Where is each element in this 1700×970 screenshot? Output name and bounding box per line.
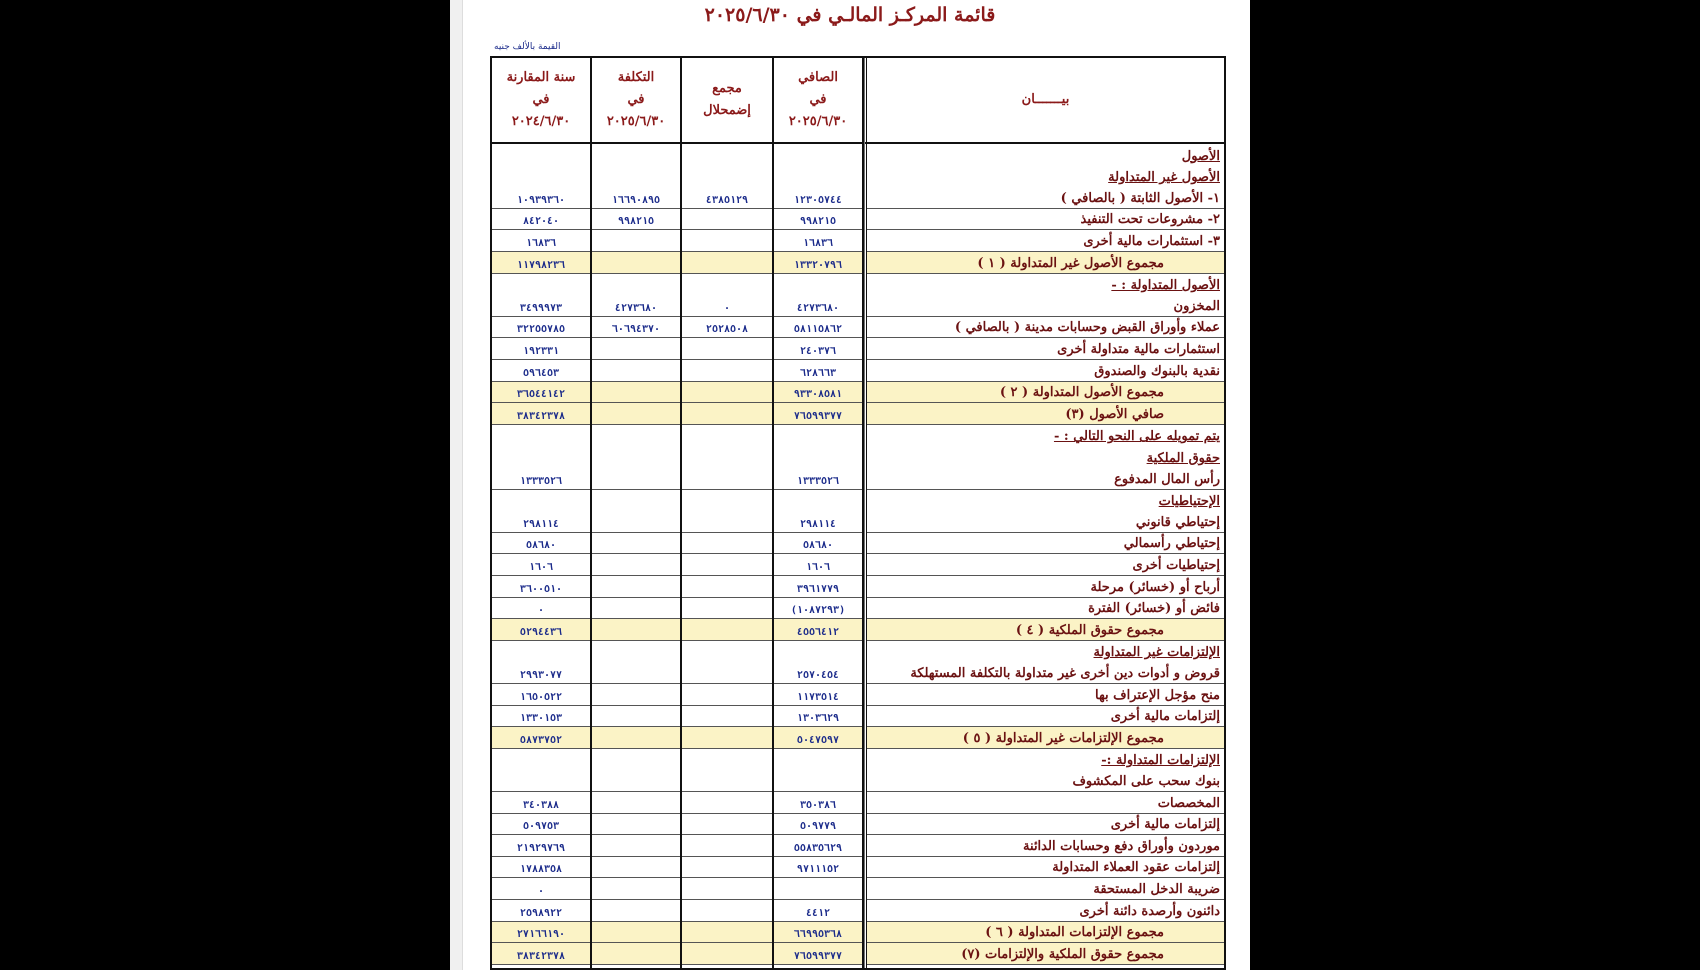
- row-label: قروض و أدوات دين أخرى غير متداولة بالتكلفة المستهلكة: [867, 662, 1224, 684]
- cell-cost: [592, 857, 680, 879]
- cell-cost: [592, 706, 680, 728]
- cell-depr: [682, 403, 772, 425]
- cell-depr: [682, 425, 772, 447]
- cell-depr: [682, 338, 772, 360]
- row-label: ٢- مشروعات تحت التنفيذ: [867, 209, 1224, 231]
- row-label: إحتياطي قانوني: [867, 511, 1224, 533]
- table-row: [492, 770, 1224, 792]
- cell-cost: [592, 144, 680, 166]
- cell-depr: [682, 770, 772, 792]
- cell-cost: [592, 274, 680, 296]
- row-label: المخزون: [867, 295, 1224, 317]
- cell-depr: [682, 468, 772, 490]
- cell-net: ٣٥٠٣٨٦: [774, 792, 862, 814]
- cell-net: ٧٦٥٩٩٣٧٧: [774, 943, 862, 965]
- cell-cost: [592, 662, 680, 684]
- cell-depr: [682, 576, 772, 598]
- cell-comp: ٣٢٢٥٥٧٨٥: [492, 317, 590, 339]
- row-label: الأصول المتداولة : -: [1111, 278, 1220, 294]
- header-cost-line: في: [627, 92, 645, 107]
- cell-comp: ١٣٣٣٥٢٦: [492, 468, 590, 490]
- cell-net: ٦٦٩٩٥٣٦٨: [774, 922, 862, 944]
- cell-comp: [492, 274, 590, 296]
- cell-cost: [592, 727, 680, 749]
- table-row: [492, 835, 1224, 857]
- cell-cost: [592, 252, 680, 274]
- cell-net: ٥٠٤٧٥٩٧: [774, 727, 862, 749]
- cell-depr: [682, 209, 772, 231]
- row-label: إحتياطي رأسمالي: [867, 533, 1224, 555]
- cell-net: [774, 425, 862, 447]
- cell-depr: [682, 598, 772, 620]
- cell-net: ٢٤٠٣٧٦: [774, 338, 862, 360]
- cell-net: ١٦٨٣٦: [774, 230, 862, 252]
- cell-cost: [592, 576, 680, 598]
- row-label: مجموع الإلتزامات المتداولة ( ٦ ): [867, 922, 1224, 944]
- row-label: رأس المال المدفوع: [867, 468, 1224, 490]
- cell-cost: [592, 792, 680, 814]
- document-page: [450, 0, 1250, 970]
- column-divider: [864, 58, 865, 968]
- row-label: دائنون وأرصدة دائنة أخرى: [867, 900, 1224, 922]
- cell-cost: [592, 446, 680, 468]
- table-row: [492, 792, 1224, 814]
- cell-depr: [682, 511, 772, 533]
- row-label: يتم تمويله على النحو التالي : -: [1053, 429, 1220, 445]
- cell-cost: [592, 641, 680, 663]
- cell-net: ١٣٣٢٠٧٩٦: [774, 252, 862, 274]
- cell-depr: [682, 641, 772, 663]
- section-row: [492, 425, 1224, 447]
- cell-comp: ٢٩٨١١٤: [492, 511, 590, 533]
- cell-depr: ٠: [682, 295, 772, 317]
- section-row: [492, 144, 1224, 166]
- cell-net: ٥٥٨٣٥٦٢٩: [774, 835, 862, 857]
- header-comparison-year: [492, 58, 590, 142]
- cell-comp: ٢١٩٢٩٧٦٩: [492, 835, 590, 857]
- cell-net: (١٠٨٧٢٩٣): [774, 598, 862, 620]
- header-comp-line: سنة المقارنة: [506, 70, 576, 85]
- cell-comp: [492, 749, 590, 771]
- row-label: مجموع الإلتزامات غير المتداولة ( ٥ ): [867, 727, 1224, 749]
- cell-net: [774, 641, 862, 663]
- section-row: [492, 641, 1224, 663]
- cell-depr: [682, 533, 772, 555]
- cell-depr: ٢٥٢٨٥٠٨: [682, 317, 772, 339]
- header-net-line: ٢٠٢٥/٦/٣٠: [788, 114, 848, 129]
- cell-depr: [682, 274, 772, 296]
- cell-comp: [492, 770, 590, 792]
- cell-net: ٩٧١١١٥٢: [774, 857, 862, 879]
- cell-comp: ٣٤٠٣٨٨: [492, 792, 590, 814]
- cell-comp: ١٣٣٠١٥٣: [492, 706, 590, 728]
- total-row: [492, 382, 1224, 404]
- cell-cost: [592, 922, 680, 944]
- table-row: [492, 360, 1224, 382]
- header-description: [867, 58, 1224, 142]
- cell-depr: [682, 792, 772, 814]
- cell-cost: [592, 770, 680, 792]
- row-label: مجموع حقوق الملكية والإلتزامات (٧): [867, 943, 1224, 965]
- cell-net: ٥٠٩٧٧٩: [774, 814, 862, 836]
- cell-net: ١٦٠٦: [774, 554, 862, 576]
- header-net-line: في: [809, 92, 827, 107]
- row-label: إحتياطيات أخرى: [867, 554, 1224, 576]
- table-row: [492, 468, 1224, 490]
- row-label: أرباح أو (خسائر) مرحلة: [867, 576, 1224, 598]
- cell-depr: [682, 252, 772, 274]
- table-row: [492, 338, 1224, 360]
- section-row: [492, 446, 1224, 468]
- row-label: استثمارات مالية متداولة أخرى: [867, 338, 1224, 360]
- cell-depr: [682, 554, 772, 576]
- row-label: الإلتزامات غير المتداولة: [1093, 645, 1220, 661]
- cell-cost: [592, 684, 680, 706]
- table-row: [492, 533, 1224, 555]
- row-label: بنوك سحب على المكشوف: [867, 770, 1224, 792]
- cell-net: ٢٩٨١١٤: [774, 511, 862, 533]
- cell-net: ١٣٠٣٦٢٩: [774, 706, 862, 728]
- cell-net: ٩٣٣٠٨٥٨١: [774, 382, 862, 404]
- section-row: [492, 274, 1224, 296]
- cell-cost: ٦٠٦٩٤٣٧٠: [592, 317, 680, 339]
- cell-cost: [592, 230, 680, 252]
- row-label: إلتزامات مالية أخرى: [867, 814, 1224, 836]
- cell-cost: [592, 619, 680, 641]
- row-label: الإلتزامات المتداولة :-: [1101, 753, 1220, 769]
- cell-comp: ٢٧١٦٦١٩٠: [492, 922, 590, 944]
- header-cost: [592, 58, 680, 142]
- total-row: [492, 403, 1224, 425]
- row-label: إلتزامات عقود العملاء المتداولة: [867, 857, 1224, 879]
- header-cost-line: ٢٠٢٥/٦/٣٠: [606, 114, 666, 129]
- table-row: [492, 900, 1224, 922]
- cell-net: [774, 770, 862, 792]
- cell-net: ١٢٣٠٥٧٤٤: [774, 187, 862, 209]
- cell-depr: [682, 706, 772, 728]
- cell-comp: ٣٨٣٤٢٣٧٨: [492, 403, 590, 425]
- cell-cost: [592, 425, 680, 447]
- cell-comp: ٠: [492, 878, 590, 900]
- cell-cost: [592, 598, 680, 620]
- cell-comp: ١١٧٩٨٢٣٦: [492, 252, 590, 274]
- cell-depr: [682, 878, 772, 900]
- table-row: [492, 814, 1224, 836]
- cell-depr: [682, 230, 772, 252]
- cell-cost: [592, 490, 680, 512]
- cell-comp: ١٦٠٦: [492, 554, 590, 576]
- cell-comp: ٥٨٦٨٠: [492, 533, 590, 555]
- cell-depr: [682, 814, 772, 836]
- row-label: الأصول: [1181, 148, 1220, 164]
- row-label: الأصول غير المتداولة: [1108, 170, 1220, 186]
- cell-cost: ١٦٦٩٠٨٩٥: [592, 187, 680, 209]
- cell-depr: [682, 922, 772, 944]
- header-depr-line: إضمحلال: [703, 103, 751, 118]
- cell-cost: [592, 900, 680, 922]
- row-label: إلتزامات مالية أخرى: [867, 706, 1224, 728]
- cell-cost: [592, 814, 680, 836]
- cell-net: [774, 144, 862, 166]
- cell-cost: [592, 943, 680, 965]
- row-label: مجموع الأصول غير المتداولة ( ١ ): [867, 252, 1224, 274]
- cell-comp: [492, 446, 590, 468]
- cell-net: ٢٥٧٠٤٥٤: [774, 662, 862, 684]
- cell-cost: [592, 338, 680, 360]
- cell-comp: ٢٩٩٣٠٧٧: [492, 662, 590, 684]
- cell-cost: [592, 360, 680, 382]
- column-divider: [680, 58, 682, 968]
- cell-comp: [492, 490, 590, 512]
- cell-depr: [682, 749, 772, 771]
- cell-depr: [682, 166, 772, 188]
- cell-comp: ٣٨٣٤٢٣٧٨: [492, 943, 590, 965]
- table-row: [492, 230, 1224, 252]
- cell-cost: [592, 382, 680, 404]
- cell-net: [774, 446, 862, 468]
- row-label: حقوق الملكية: [1146, 450, 1220, 466]
- total-row: [492, 922, 1224, 944]
- row-label: موردون وأوراق دفع وحسابات الدائنة: [867, 835, 1224, 857]
- cell-cost: [592, 166, 680, 188]
- header-label-text: بيـــــــان: [1021, 92, 1070, 107]
- row-label: منح مؤجل الإعتراف بها: [867, 684, 1224, 706]
- cell-depr: [682, 684, 772, 706]
- cell-net: [774, 749, 862, 771]
- header-accumulated-depreciation: [682, 58, 772, 142]
- cell-cost: ٩٩٨٢١٥: [592, 209, 680, 231]
- table-row: [492, 706, 1224, 728]
- row-label: صافي الأصول (٣): [867, 403, 1224, 425]
- cell-comp: ١٧٨٨٣٥٨: [492, 857, 590, 879]
- cell-comp: ٥٢٩٤٤٣٦: [492, 619, 590, 641]
- cell-cost: [592, 533, 680, 555]
- cell-comp: ١٦٨٣٦: [492, 230, 590, 252]
- table-row: [492, 857, 1224, 879]
- cell-net: ٧٦٥٩٩٣٧٧: [774, 403, 862, 425]
- cell-net: ٩٩٨٢١٥: [774, 209, 862, 231]
- cell-depr: [682, 619, 772, 641]
- row-label: نقدية بالبنوك والصندوق: [867, 360, 1224, 382]
- table-row: [492, 878, 1224, 900]
- cell-depr: ٤٣٨٥١٢٩: [682, 187, 772, 209]
- cell-comp: ٥٨٧٣٧٥٢: [492, 727, 590, 749]
- cell-depr: [682, 835, 772, 857]
- row-label: ١- الأصول الثابتة ( بالصافي ): [867, 187, 1224, 209]
- cell-comp: ٣٤٩٩٩٧٣: [492, 295, 590, 317]
- row-label: الإحتياطيات: [1158, 494, 1220, 510]
- cell-depr: [682, 662, 772, 684]
- column-divider: [866, 58, 867, 968]
- row-label: عملاء وأوراق القبض وحسابات مدينة ( بالصافي ): [867, 317, 1224, 339]
- cell-cost: [592, 835, 680, 857]
- cell-net: ١١٧٣٥١٤: [774, 684, 862, 706]
- financial-position-table: [490, 56, 1226, 970]
- cell-comp: [492, 166, 590, 188]
- section-row: [492, 490, 1224, 512]
- cell-comp: ٣٦٠٠٥١٠: [492, 576, 590, 598]
- cell-net: ٤٤١٢: [774, 900, 862, 922]
- table-row: [492, 295, 1224, 317]
- table-row: [492, 598, 1224, 620]
- table-row: [492, 684, 1224, 706]
- cell-cost: [592, 554, 680, 576]
- header-comp-line: ٢٠٢٤/٦/٣٠: [511, 114, 571, 129]
- units-note: القيمة بالألف جنيه: [494, 42, 561, 52]
- cell-comp: ٥٩٦٤٥٣: [492, 360, 590, 382]
- total-row: [492, 943, 1224, 965]
- row-label: ضريبة الدخل المستحقة: [867, 878, 1224, 900]
- cell-depr: [682, 490, 772, 512]
- cell-comp: ١٠٩٣٩٣٦٠: [492, 187, 590, 209]
- cell-depr: [682, 144, 772, 166]
- cell-cost: [592, 511, 680, 533]
- cell-cost: ٤٢٧٣٦٨٠: [592, 295, 680, 317]
- cell-comp: ٨٤٢٠٤٠: [492, 209, 590, 231]
- table-row: [492, 209, 1224, 231]
- cell-cost: [592, 749, 680, 771]
- header-cost-line: التكلفة: [617, 70, 655, 85]
- cell-depr: [682, 943, 772, 965]
- cell-net: [774, 490, 862, 512]
- section-row: [492, 166, 1224, 188]
- column-divider: [590, 58, 592, 968]
- row-label: المخصصات: [867, 792, 1224, 814]
- cell-comp: ٠: [492, 598, 590, 620]
- section-row: [492, 749, 1224, 771]
- cell-comp: [492, 425, 590, 447]
- row-label: مجموع الأصول المتداولة ( ٢ ): [867, 382, 1224, 404]
- cell-cost: [592, 468, 680, 490]
- row-label: مجموع حقوق الملكية ( ٤ ): [867, 619, 1224, 641]
- table-row: [492, 511, 1224, 533]
- table-row: [492, 554, 1224, 576]
- cell-depr: [682, 446, 772, 468]
- cell-depr: [682, 857, 772, 879]
- cell-comp: [492, 144, 590, 166]
- column-divider: [772, 58, 774, 968]
- cell-net: ٣٩٦١٧٧٩: [774, 576, 862, 598]
- cell-comp: ١٩٢٣٣١: [492, 338, 590, 360]
- cell-net: [774, 166, 862, 188]
- cell-net: [774, 274, 862, 296]
- table-row: [492, 662, 1224, 684]
- total-row: [492, 252, 1224, 274]
- cell-cost: [592, 878, 680, 900]
- table-row: [492, 576, 1224, 598]
- cell-cost: [592, 403, 680, 425]
- cell-net: [774, 878, 862, 900]
- cell-depr: [682, 382, 772, 404]
- header-net-value: [774, 58, 862, 142]
- row-label: فائض أو (خسائر) الفترة: [867, 598, 1224, 620]
- cell-net: ٦٢٨٦٦٣: [774, 360, 862, 382]
- cell-net: ١٣٣٣٥٢٦: [774, 468, 862, 490]
- cell-comp: ٥٠٩٧٥٣: [492, 814, 590, 836]
- cell-depr: [682, 900, 772, 922]
- cell-comp: ١٦٥٠٥٢٢: [492, 684, 590, 706]
- cell-net: ٤٢٧٣٦٨٠: [774, 295, 862, 317]
- page-edge: [450, 0, 463, 970]
- cell-depr: [682, 360, 772, 382]
- cell-net: ٤٥٥٦٤١٢: [774, 619, 862, 641]
- cell-comp: ٢٥٩٨٩٢٢: [492, 900, 590, 922]
- cell-net: ٥٨١١٥٨٦٢: [774, 317, 862, 339]
- header-net-line: الصافي: [798, 70, 838, 85]
- table-row: [492, 317, 1224, 339]
- cell-comp: ٣٦٥٤٤١٤٢: [492, 382, 590, 404]
- total-row: [492, 727, 1224, 749]
- cell-depr: [682, 727, 772, 749]
- table-row: [492, 187, 1224, 209]
- cell-comp: [492, 641, 590, 663]
- header-comp-line: في: [532, 92, 550, 107]
- header-depr-line: مجمع: [712, 81, 742, 96]
- row-label: ٣- استثمارات مالية أخرى: [867, 230, 1224, 252]
- statement-title: قائمة المركـز المالـي في ٢٠٢٥/٦/٣٠: [704, 4, 996, 26]
- total-row: [492, 619, 1224, 641]
- cell-net: ٥٨٦٨٠: [774, 533, 862, 555]
